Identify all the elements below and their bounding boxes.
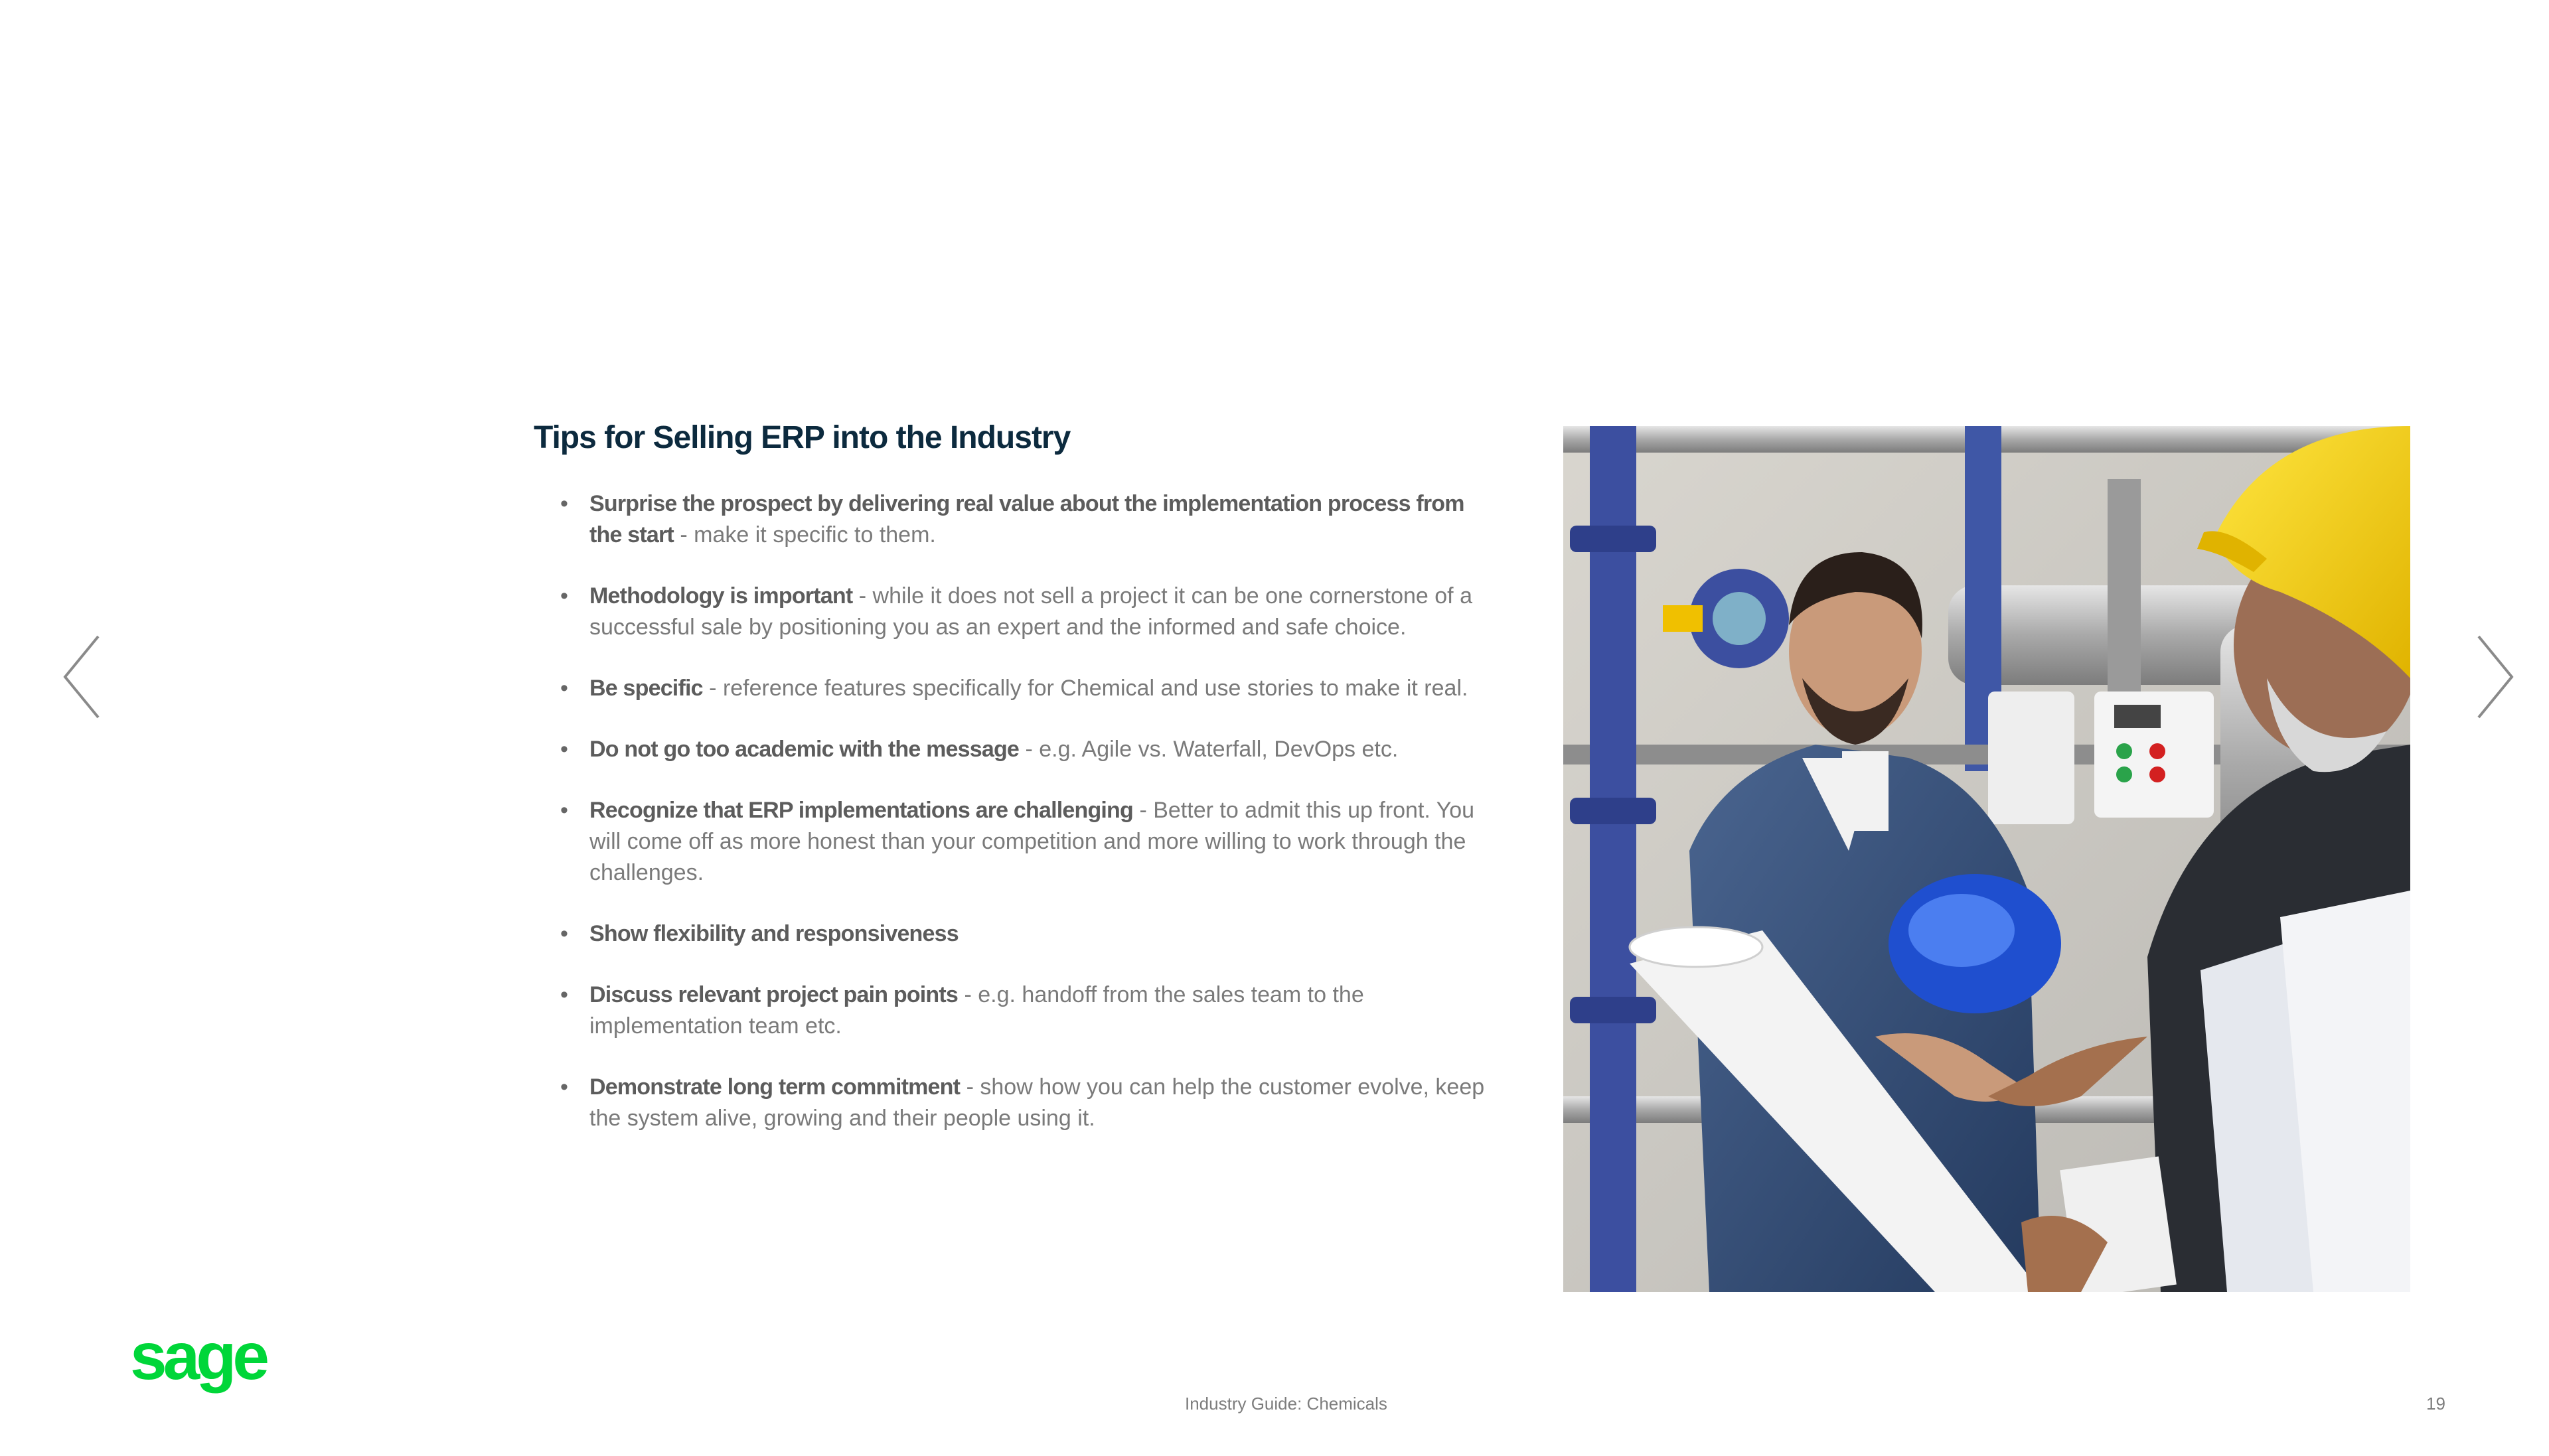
list-item (534, 1072, 1490, 1134)
tips-section (534, 419, 1490, 1164)
bullet: • (560, 491, 568, 516)
list-item (534, 795, 1490, 889)
list-item (534, 918, 1490, 950)
chevron-right-icon (2471, 634, 2517, 720)
tip-text: - Better to admit this up front. You will come off as more honest than your competition and more willing to work through the challenges. (589, 798, 1475, 885)
handshake-photo (1563, 426, 2410, 1292)
bullet: • (560, 798, 568, 823)
tip-text: - while it does not sell a project it can be one cornerstone of a successful sale by positioning you as an expert and the informed and safe choice. (589, 583, 1472, 640)
chevron-left-icon (60, 634, 106, 720)
next-page-button[interactable] (2471, 634, 2517, 720)
previous-page-button[interactable] (60, 634, 106, 720)
tip-text: - reference features specifically for Chemical and use stories to make it real. (702, 676, 1468, 701)
tips-list (534, 488, 1490, 1134)
sage-logo (130, 1334, 289, 1407)
bullet: • (560, 982, 568, 1007)
tip-heading: Methodology is important (589, 583, 853, 609)
bullet: • (560, 676, 568, 701)
bullet: • (560, 737, 568, 762)
list-item (534, 488, 1490, 551)
footer-guide-title: Industry Guide: Chemicals (1185, 1394, 1387, 1414)
tip-heading: Demonstrate long term commitment (589, 1074, 961, 1100)
tip-heading: Surprise the prospect by delivering real value about the implementation process from the start (589, 491, 1464, 547)
bullet: • (560, 921, 568, 946)
bullet: • (560, 583, 568, 609)
tip-heading: Discuss relevant project pain points (589, 982, 959, 1007)
list-item (534, 980, 1490, 1042)
tip-heading: Do not go too academic with the message (589, 737, 1020, 762)
page-title: Tips for Selling ERP into the Industry (534, 420, 1071, 455)
tip-text: - e.g. handoff from the sales team to the implementation team etc. (589, 982, 1364, 1039)
sage-logo-mark (130, 1334, 289, 1407)
logo-text: sage (130, 1334, 266, 1394)
tip-text: - show how you can help the customer evolve, keep the system alive, growing and their people using it. (589, 1074, 1485, 1131)
page-number: 19 (2426, 1394, 2445, 1414)
list-item (534, 581, 1490, 643)
tip-heading: Recognize that ERP implementations are challenging (589, 798, 1133, 823)
tip-heading: Be specific (589, 676, 703, 701)
tip-text: - e.g. Agile vs. Waterfall, DevOps etc. (1019, 737, 1399, 762)
bullet: • (560, 1074, 568, 1100)
list-item (534, 734, 1490, 765)
tip-heading: Show flexibility and responsiveness (589, 921, 959, 946)
tip-text: - make it specific to them. (673, 522, 936, 547)
list-item (534, 673, 1490, 704)
handshake-image (1563, 426, 2410, 1292)
